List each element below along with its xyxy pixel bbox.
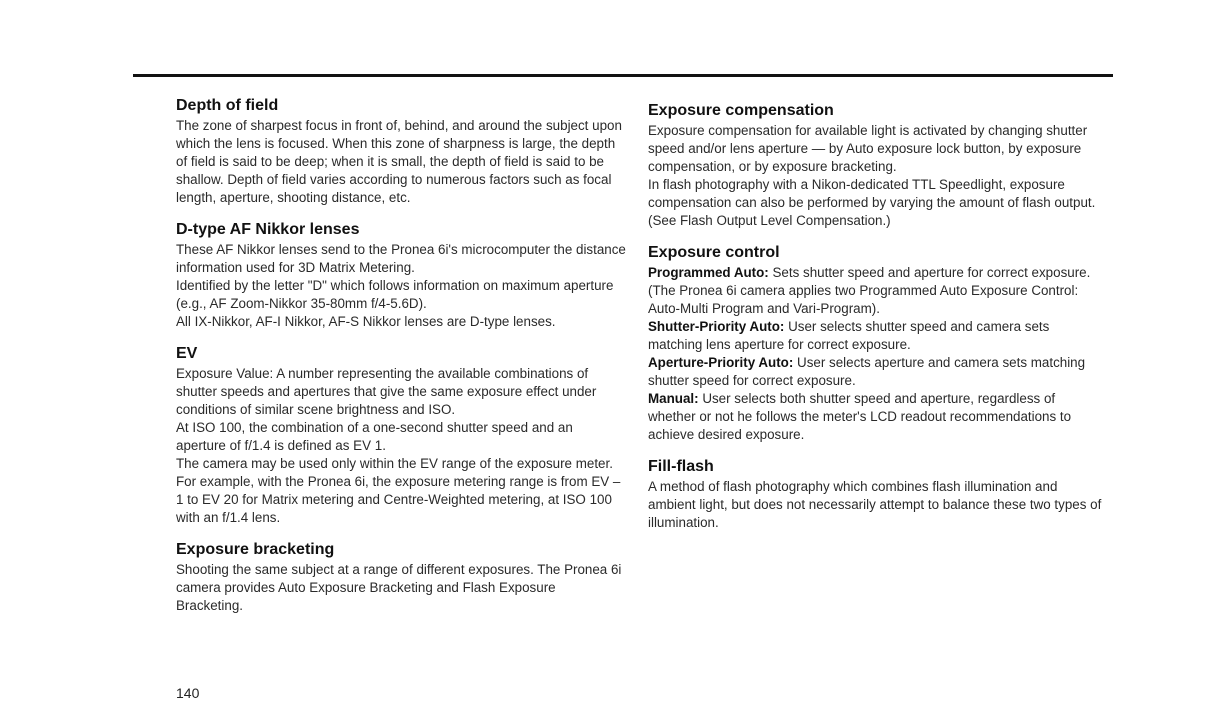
depth-of-field-text: The zone of sharpest focus in front of, behind, and around the subject upon which the lens is focused. When this zone of sharpness is large, the depth of field is said to be deep; when it is small, the depth of field is said to be shallow. Depth of field varies according to numerous factors such as focal length, aperture, shooting distance, etc. (176, 118, 622, 205)
entry-fill-flash (648, 457, 1103, 532)
ev-text-1: Exposure Value: A number representing the available combinations of shutter speeds and apertures that give the same exposure effect under conditions of similar scene brightness and ISO. (176, 366, 597, 417)
aperture-priority-term: Aperture-Priority Auto: (648, 355, 794, 370)
shutter-priority-text: User selects shutter speed and camera sets matching lens aperture for correct exposure. (648, 319, 1050, 352)
manual-term: Manual: (648, 391, 699, 406)
right-column (648, 101, 1103, 532)
heading-exposure-bracketing: Exposure bracketing (176, 541, 335, 558)
d-type-text-2: Identified by the letter "D" which follows information on maximum aperture (e.g., AF Zoom-Nikkor 35-80mm f/4-5.6D). (176, 278, 614, 311)
aperture-priority-item (648, 354, 1103, 390)
entry-ev (176, 344, 626, 527)
exposure-bracketing-text: Shooting the same subject at a range of different exposures. The Pronea 6i camera provides Auto Exposure Bracketing and Flash Exposure Bracketing. (176, 562, 622, 613)
d-type-text-1: These AF Nikkor lenses send to the Pronea 6i's microcomputer the distance information used for 3D Matrix Metering. (176, 242, 626, 275)
entry-exposure-bracketing (176, 540, 626, 615)
programmed-auto-term: Programmed Auto: (648, 265, 769, 280)
entry-exposure-compensation (648, 101, 1103, 230)
manual-text: User selects both shutter speed and aperture, regardless of whether or not he follows the meter's LCD readout recommendations to achieve desired exposure. (648, 391, 1072, 442)
programmed-auto-text: Sets shutter speed and aperture for correct exposure. (The Pronea 6i camera applies two Programmed Auto Exposure Control: Auto-Multi Program and Vari-Program). (648, 265, 1091, 316)
manual-item (648, 390, 1103, 444)
page-number: 140 (176, 685, 200, 701)
shutter-priority-term: Shutter-Priority Auto: (648, 319, 785, 334)
heading-depth-of-field: Depth of field (176, 97, 279, 114)
heading-fill-flash: Fill-flash (648, 458, 714, 475)
shutter-priority-item (648, 318, 1103, 354)
ev-text-2: At ISO 100, the combination of a one-second shutter speed and an aperture of f/1.4 is defined as EV 1. (176, 420, 573, 453)
heading-ev: EV (176, 345, 198, 362)
header-rule (133, 74, 1113, 77)
exposure-compensation-text-1: Exposure compensation for available light is activated by changing shutter speed and/or lens aperture — by Auto exposure lock button, by exposure compensation, or by exposure bracketing. (648, 123, 1088, 174)
left-column (176, 96, 626, 615)
entry-depth-of-field (176, 96, 626, 207)
heading-d-type-lenses: D-type AF Nikkor lenses (176, 221, 360, 238)
entry-exposure-control (648, 243, 1103, 444)
programmed-auto-item (648, 264, 1103, 318)
heading-exposure-control: Exposure control (648, 244, 780, 261)
entry-d-type-lenses (176, 220, 626, 331)
ev-text-3: The camera may be used only within the EV range of the exposure meter. For example, with the Pronea 6i, the exposure metering range is from EV –1 to EV 20 for Matrix metering and Centre-Weighted metering, at ISO 100 with an f/1.4 lens. (176, 456, 621, 525)
fill-flash-text: A method of flash photography which combines flash illumination and ambient light, but does not necessarily attempt to balance these two types of illumination. (648, 479, 1102, 530)
aperture-priority-text: User selects aperture and camera sets matching shutter speed for correct exposure. (648, 355, 1086, 388)
heading-exposure-compensation: Exposure compensation (648, 102, 834, 119)
exposure-compensation-text-2: In flash photography with a Nikon-dedicated TTL Speedlight, exposure compensation can also be performed by varying the amount of flash output. (See Flash Output Level Compensation.) (648, 177, 1096, 228)
d-type-text-3: All IX-Nikkor, AF-I Nikkor, AF-S Nikkor lenses are D-type lenses. (176, 314, 556, 329)
